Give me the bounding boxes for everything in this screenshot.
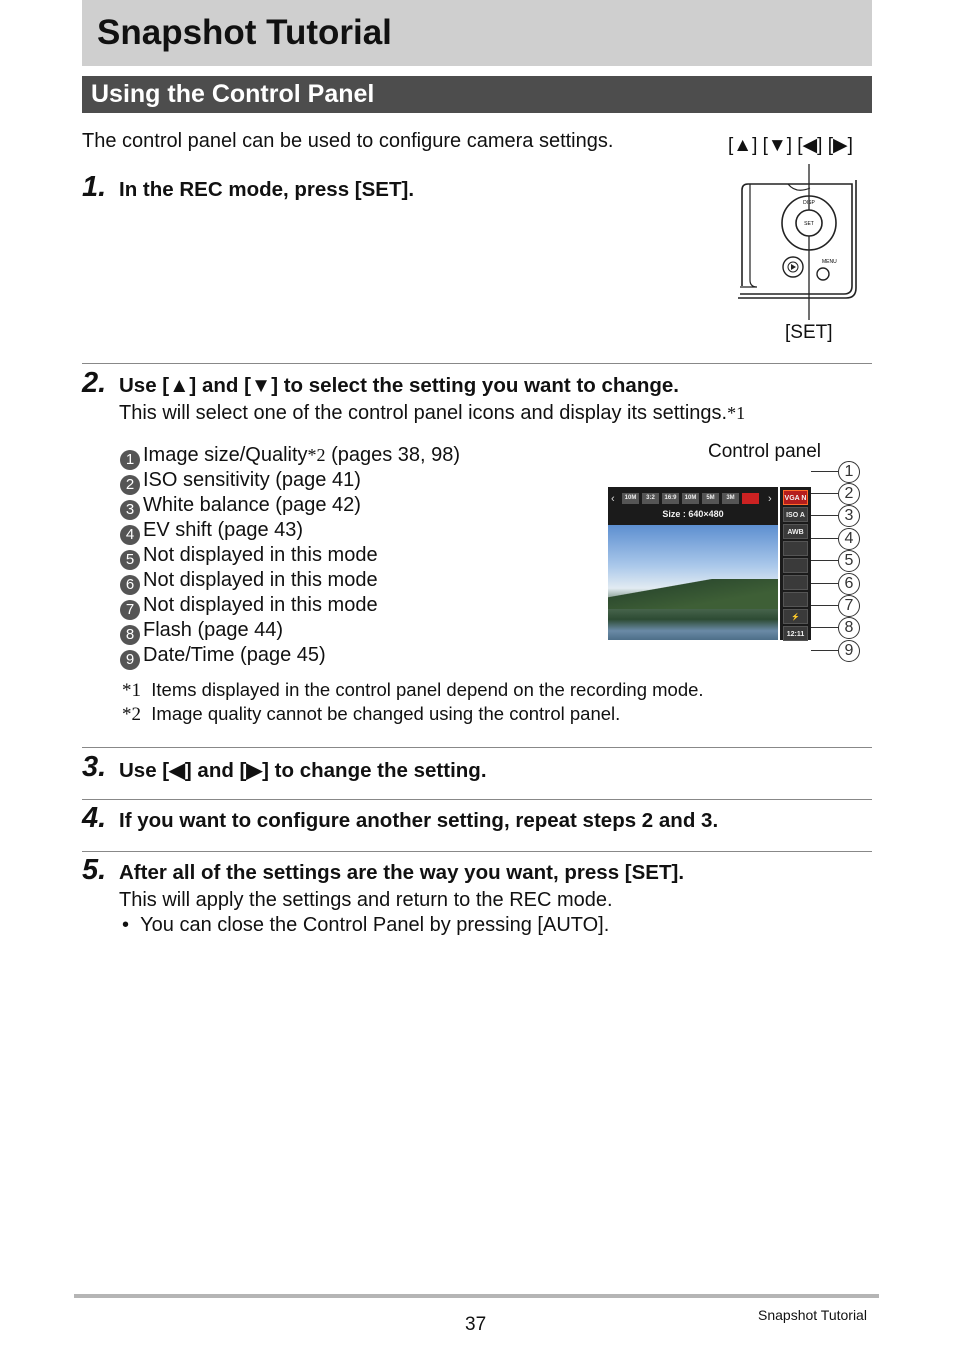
size-option: 3:2 — [642, 493, 659, 504]
size-option: 16:9 — [662, 493, 679, 504]
number-badge: 8 — [120, 625, 140, 645]
size-option: 10M — [682, 493, 699, 504]
footnote-mark: *2 — [122, 704, 141, 725]
step1-number: 1. — [82, 171, 107, 203]
set-button-label: SET — [804, 221, 814, 227]
callout-number: 3 — [838, 505, 860, 527]
list-item — [120, 618, 283, 645]
callout-line — [811, 515, 838, 516]
page-title: Snapshot Tutorial — [97, 13, 392, 52]
callout-line — [811, 605, 838, 606]
callout-number: 9 — [838, 640, 860, 662]
footnote-text: Image quality cannot be changed using the control panel. — [151, 703, 621, 724]
callout-line — [811, 538, 838, 539]
step5-title: After all of the settings are the way you want, press [SET]. — [119, 861, 685, 884]
set-label: [SET] — [785, 322, 833, 343]
callout-number: 4 — [838, 528, 860, 550]
item-text: Flash (page 44) — [143, 619, 284, 641]
step2-number: 2. — [82, 367, 107, 399]
control-panel-icon: ⚡ — [783, 609, 808, 624]
step4-number: 4. — [82, 802, 107, 834]
list-item — [120, 568, 378, 595]
number-badge: 5 — [120, 550, 140, 570]
callout-line — [811, 627, 838, 628]
callout-number: 5 — [838, 550, 860, 572]
selected-size-option — [742, 493, 759, 504]
step4-title: If you want to configure another setting, repeat steps 2 and 3. — [119, 809, 719, 832]
callout-line — [811, 471, 838, 472]
control-panel-icon: AWB — [783, 524, 808, 539]
menu-label: MENU — [822, 259, 837, 265]
camera-screen — [608, 487, 778, 640]
list-item — [120, 518, 303, 545]
step2-desc-text: This will select one of the control panel icons and display its settings. — [119, 402, 728, 424]
footnote — [122, 703, 620, 726]
list-item — [120, 468, 361, 495]
callout-number: 8 — [838, 617, 860, 639]
callout-line — [811, 493, 838, 494]
divider — [82, 851, 872, 852]
direction-buttons-label: [▲] [▼] [◀] [▶] — [728, 135, 853, 156]
size-option: 3M — [722, 493, 739, 504]
divider — [82, 799, 872, 800]
control-panel-icon — [783, 541, 808, 556]
list-item — [120, 443, 460, 470]
footnote — [122, 679, 704, 702]
number-badge: 3 — [120, 500, 140, 520]
page-number: 37 — [465, 1314, 487, 1335]
control-panel-icon: 12:11 — [783, 626, 808, 641]
chevron-right-icon: › — [768, 493, 772, 505]
control-panel-icon: ISO A — [783, 507, 808, 522]
control-panel-label: Control panel — [708, 441, 822, 462]
footer-section: Snapshot Tutorial — [758, 1307, 867, 1323]
menu-button-icon — [817, 268, 829, 280]
step1-title: In the REC mode, press [SET]. — [119, 178, 415, 201]
section-bar — [82, 76, 872, 113]
number-badge: 1 — [120, 450, 140, 470]
step2-title: Use [▲] and [▼] to select the setting you want to change. — [119, 374, 679, 397]
bullet-icon: • — [122, 914, 130, 936]
list-item — [120, 493, 361, 520]
step5-desc: This will apply the settings and return to the REC mode. — [119, 889, 613, 911]
number-badge: 6 — [120, 575, 140, 595]
chevron-left-icon: ‹ — [611, 493, 615, 505]
size-option: 5M — [702, 493, 719, 504]
item-text: EV shift (page 43) — [143, 519, 304, 541]
list-item — [120, 543, 378, 570]
item-text: Date/Time (page 45) — [143, 644, 326, 666]
list-item — [120, 593, 378, 620]
item-text: Not displayed in this mode — [143, 569, 378, 591]
control-panel-icon — [783, 575, 808, 590]
step5-number: 5. — [82, 854, 107, 886]
section-title: Using the Control Panel — [91, 80, 375, 108]
number-badge: 4 — [120, 525, 140, 545]
item-text: Not displayed in this mode — [143, 544, 378, 566]
number-badge: 7 — [120, 600, 140, 620]
footnote-mark: *1 — [122, 680, 141, 701]
callout-line — [811, 583, 838, 584]
size-option: 10M — [622, 493, 639, 504]
callout-number: 6 — [838, 573, 860, 595]
disp-label: DISP — [803, 200, 815, 206]
item-suffix: (pages 38, 98) — [325, 444, 461, 466]
intro-text: The control panel can be used to configure camera settings. — [82, 130, 614, 152]
size-text: Size : 640×480 — [662, 509, 724, 519]
footnote-text: Items displayed in the control panel depend on the recording mode. — [151, 679, 704, 700]
step5-bullet — [122, 914, 609, 937]
step3-number: 3. — [82, 751, 107, 783]
footnote-ref: *1 — [727, 403, 746, 423]
callout-number: 1 — [838, 461, 860, 483]
item-text: White balance (page 42) — [143, 494, 361, 516]
control-panel-icon — [783, 592, 808, 607]
number-badge: 2 — [120, 475, 140, 495]
callout-number: 7 — [838, 595, 860, 617]
callout-line — [811, 650, 838, 651]
control-panel-icon: VGA N — [783, 490, 808, 505]
title-bar — [82, 0, 872, 66]
control-panel-icon — [783, 558, 808, 573]
divider — [82, 747, 872, 748]
list-item — [120, 643, 326, 670]
step3-title: Use [◀] and [▶] to change the setting. — [119, 759, 487, 782]
callout-line — [811, 560, 838, 561]
item-text: Image size/Quality — [143, 444, 308, 466]
number-badge: 9 — [120, 650, 140, 670]
item-mark: *2 — [307, 445, 326, 465]
item-text: ISO sensitivity (page 41) — [143, 469, 361, 491]
callout-number: 2 — [838, 483, 860, 505]
item-text: Not displayed in this mode — [143, 594, 378, 616]
bullet-text: You can close the Control Panel by pressing [AUTO]. — [140, 914, 610, 936]
step2-desc — [119, 402, 745, 425]
footer-rule — [74, 1294, 879, 1298]
control-panel-column — [780, 487, 811, 640]
divider — [82, 363, 872, 364]
